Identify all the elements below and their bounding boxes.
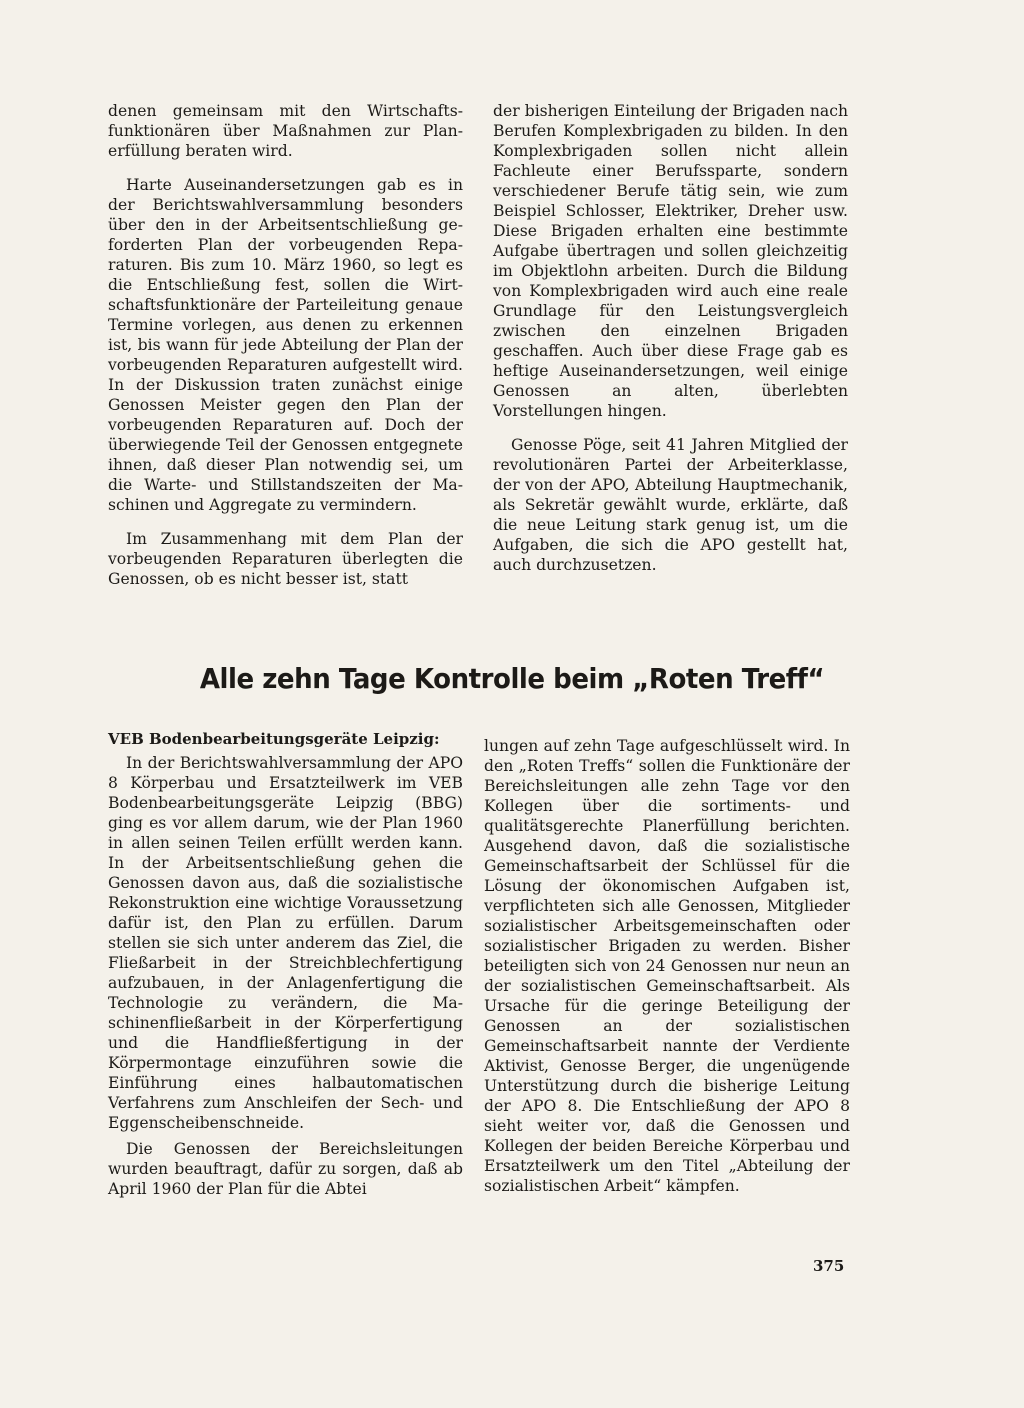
column-top-left [108,101,463,589]
paragraph: Im Zusammenhang mit dem Plan der vorbeugenden Reparaturen überlegten die Genossen, ob es nicht besser ist, statt [108,530,463,588]
paragraph: Die Genossen der Bereichsleitungen wurden beauftragt, dafür zu sorgen, daß ab April 1960 der Plan für die Abtei [108,1140,463,1198]
column-bottom-left [108,729,463,1199]
article-subhead: VEB Bodenbearbeitungsgeräte Leipzig: [108,730,440,748]
paragraph: Genosse Pöge, seit 41 Jahren Mitglied der revolutionären Partei der Arbeiterklasse, der von der APO, Abteilung Hauptmechanik, als Sekretär gewählt wurde, erklärte, daß die neue Leitung stark genug ist, um die Aufgaben, die sich die APO gestellt hat, auch durchzusetzen. [493,436,848,574]
paragraph: denen gemeinsam mit den Wirtschaftsfunktionären über Maßnahmen zur Planerfüllung beraten wird. [108,102,463,160]
article-headline: Alle zehn Tage Kontrolle beim „Roten Treff“ [199,662,825,695]
paragraph: der bisherigen Einteilung der Brigaden nach Berufen Komplexbrigaden zu bilden. In den Komplexbrigaden sollen nicht allein Fachleute einer Berufssparte, sondern verschiedener Berufe tätig sein, wie zum Beispiel Schlosser, Elektriker, Dreher usw. Diese Brigaden erhalten eine bestimmte Aufgabe übertragen und sollen gleichzeitig im Objektlohn arbeiten. Durch die Bildung von Komplexbrigaden wird auch eine reale Grundlage für den Leistungsvergleich zwischen den einzelnen Brigaden geschaffen. Auch über diese Frage gab es heftige Auseinandersetzungen, weil einige Genossen an alten, überlebten Vorstellungen hingen. [493,102,848,420]
paragraph: Harte Auseinandersetzungen gab es in der Berichtswahlversammlung besonders über den in der Arbeitsentschließung geforderten Plan der vorbeugenden Reparaturen. Bis zum 10. März 1960, so legt es die Entschließung fest, sollen die Wirtschaftsfunktionäre der Parteileitung genaue Termine vorlegen, aus denen zu erkennen ist, bis wann für jede Abteilung der Plan der vorbeugenden Reparaturen aufgestellt wird. In der Diskussion traten zunächst einige Genossen Meister gegen den Plan der vorbeugenden Reparaturen auf. Doch der überwiegende Teil der Genossen entgegnete ihnen, daß dieser Plan notwendig sei, um die Warte- und Stillstandszeiten der Maschinen und Aggregate zu vermindern. [108,176,463,514]
column-bottom-right [484,736,850,1196]
column-top-right [493,101,848,575]
paragraph: lungen auf zehn Tage aufgeschlüsselt wird. In den „Roten Treffs“ sollen die Funktionäre der Bereichsleitungen alle zehn Tage vor den Kollegen über die sortiments- und qualitätsgerechte Planerfüllung berichten. Ausgehend davon, daß die sozialistische Gemeinschaftsarbeit der Schlüssel für die Lösung der ökonomischen Aufgaben ist, verpflichteten sich alle Genossen, Mitglieder sozialistischer Arbeitsgemeinschaften oder sozialistischer Brigaden zu werden. Bisher beteiligten sich von 24 Genossen nur neun an der sozialistischen Gemeinschaftsarbeit. Als Ursache für die geringe Beteiligung der Genossen an der sozialistischen Gemeinschaftsarbeit nannte der Verdiente Aktivist, Genosse Berger, die ungenügende Unterstützung durch die bisherige Leitung der APO 8. Die Entschließung der APO 8 sieht weiter vor, daß die Genossen und Kollegen der beiden Bereiche Körperbau und Ersatzteilwerk um den Titel „Abteilung der sozialistischen Arbeit“ kämpfen. [484,737,850,1195]
paragraph: In der Berichtswahlversammlung der APO 8 Körperbau und Ersatzteilwerk im VEB Bodenbearbeitungsgeräte Leipzig (BBG) ging es vor allem darum, wie der Plan 1960 in allen seinen Teilen erfüllt werden kann. In der Arbeitsentschließung gehen die Genossen davon aus, daß die sozialistische Rekonstruktion eine wichtige Voraussetzung dafür ist, den Plan zu erfüllen. Darum stellen sie sich unter anderem das Ziel, die Fließarbeit in der Streichblechfertigung aufzubauen, in der Anlagenfertigung die Technologie zu verändern, die Maschinenfließarbeit in der Körperfertigung und die Handfließfertigung in der Körpermontage einzuführen sowie die Einführung eines halbautomatischen Verfahrens zum Anschleifen der Sech- und Eggenscheibenschneide. [108,754,463,1132]
page-number: 375 [813,1257,845,1275]
